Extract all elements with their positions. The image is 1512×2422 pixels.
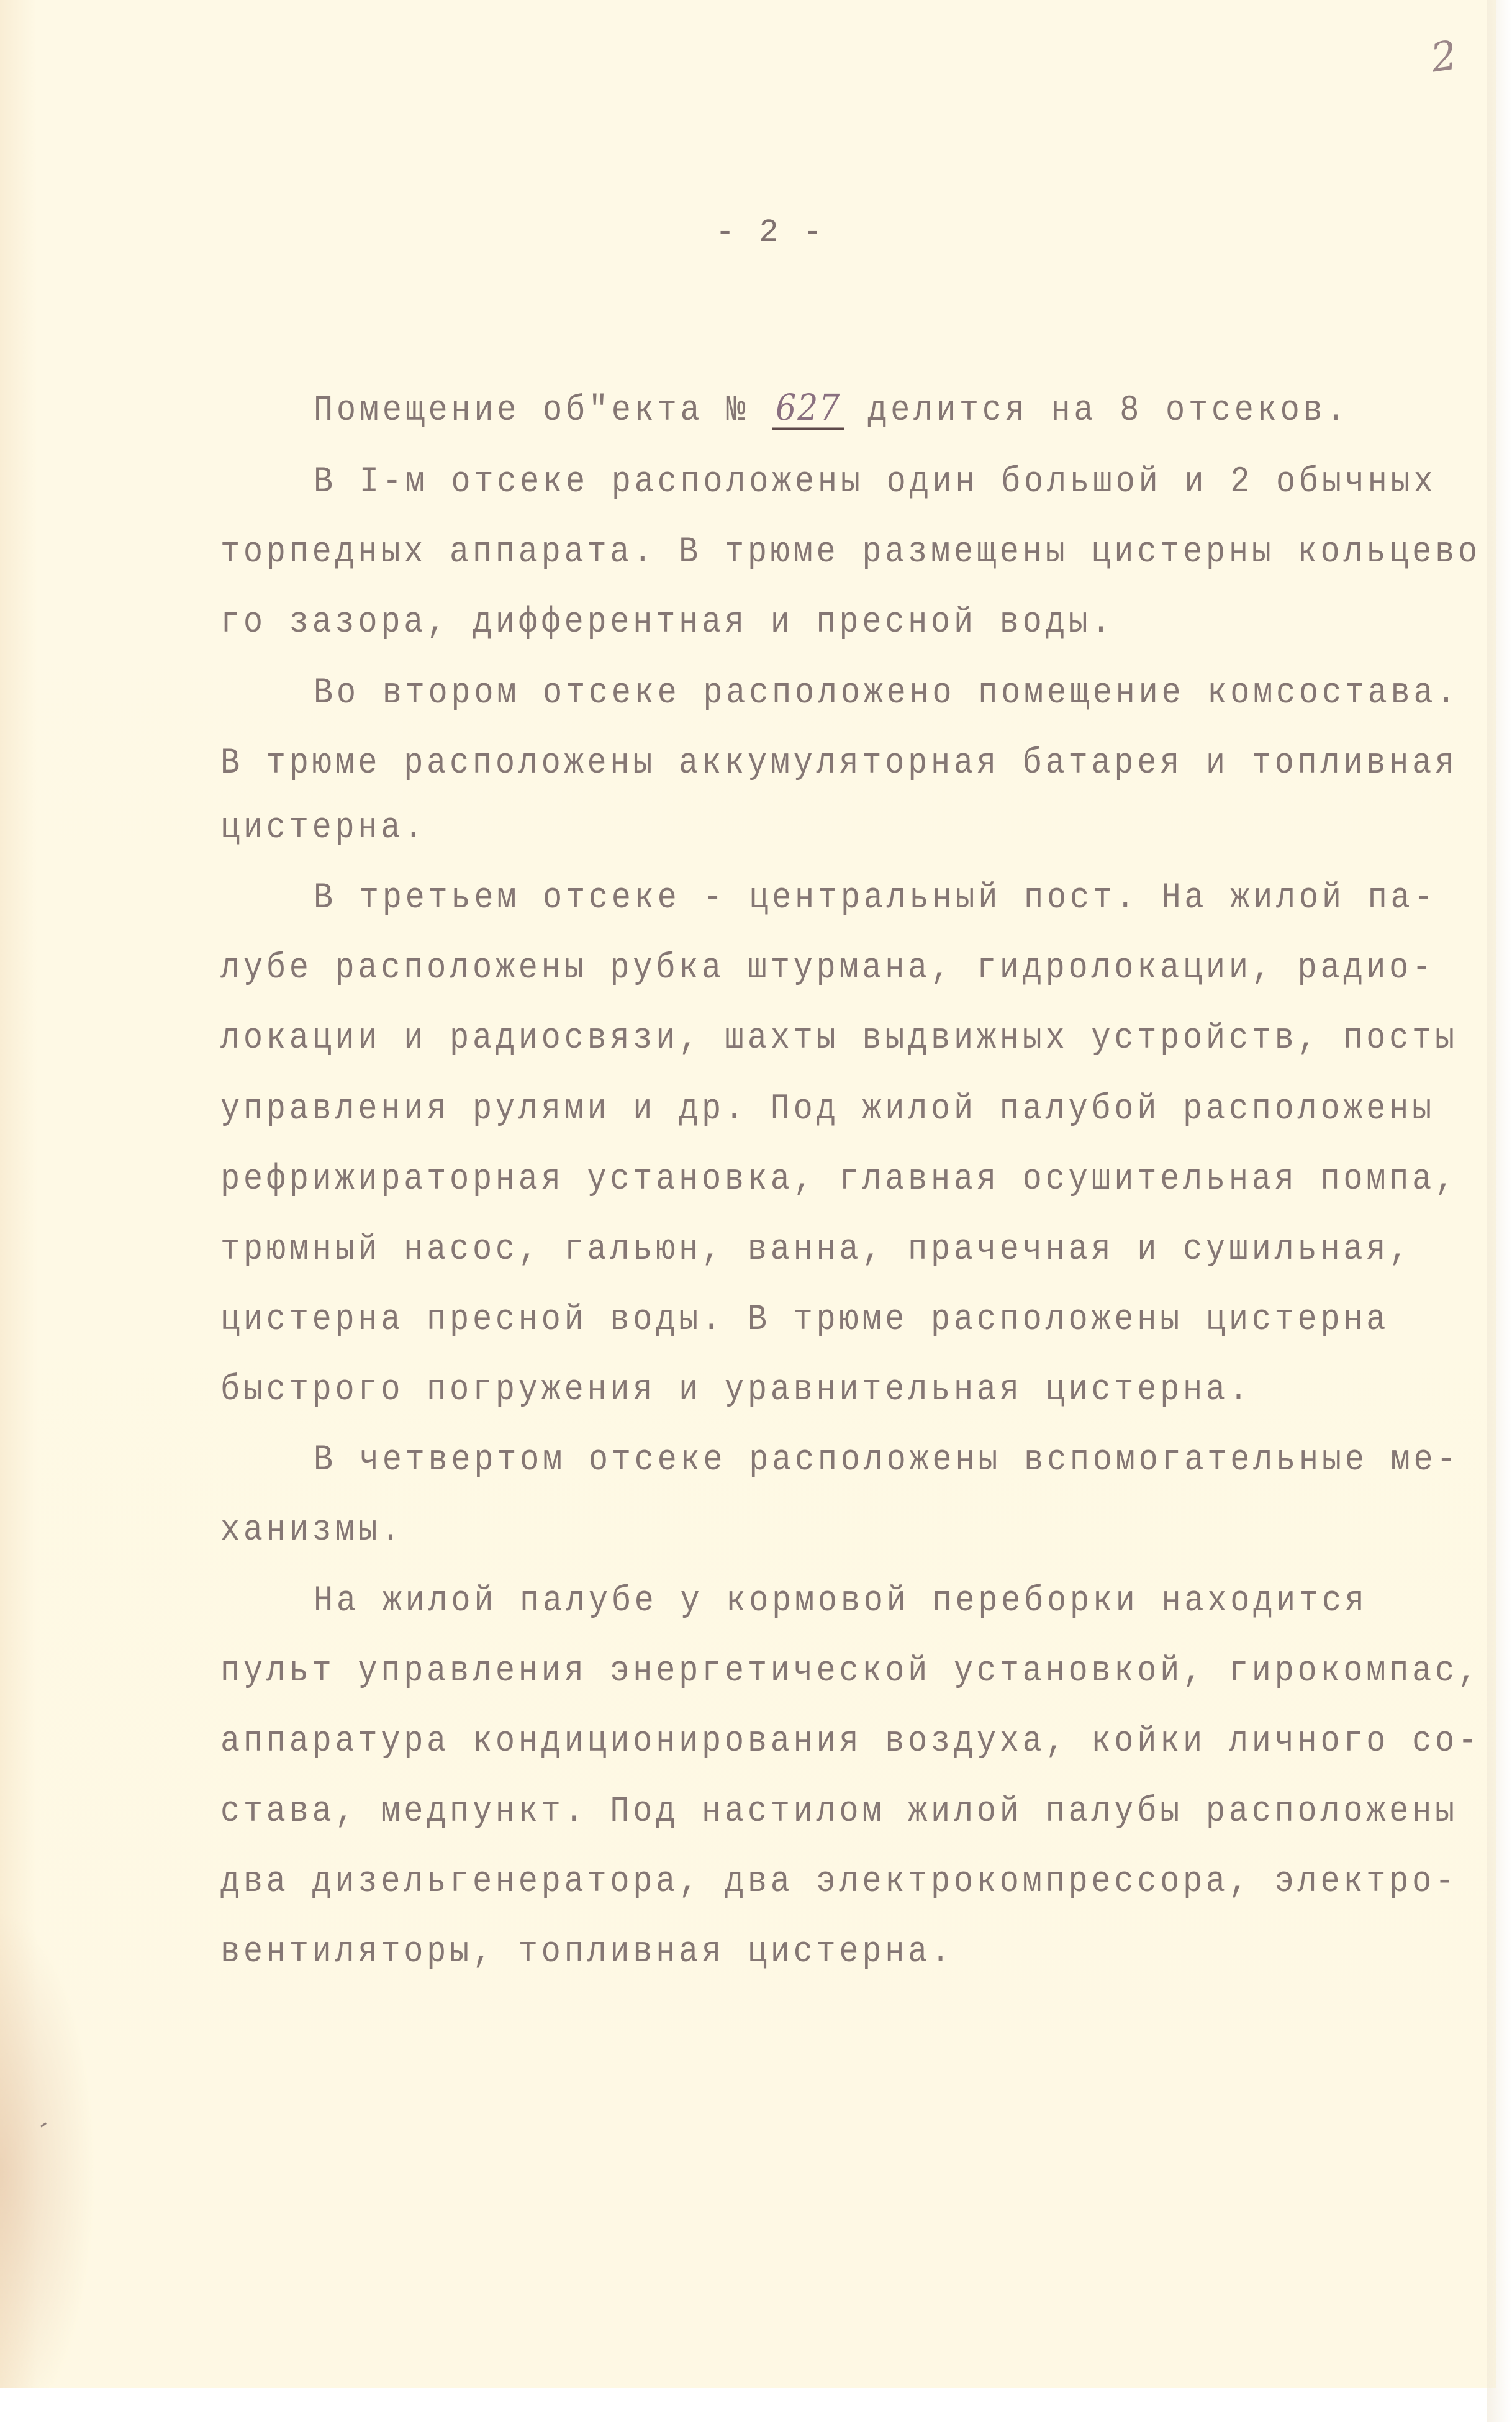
text-line-14: цистерна пресной воды. В трюме расположены цистерна: [220, 1299, 1390, 1341]
handwritten-folio-number: 2: [1428, 32, 1460, 82]
line-text-after: делится на 8 отсеков.: [844, 390, 1349, 432]
text-line-11: управления рулями и др. Под жилой палубой расположены: [220, 1089, 1435, 1130]
text-line-17: ханизмы.: [220, 1510, 404, 1551]
handwritten-object-number: 627: [772, 390, 844, 430]
text-line-22: два дизельгенератора, два электрокомпрессора, электро-: [220, 1861, 1458, 1903]
text-line-20: аппаратура кондиционирования воздуха, койки личного со-: [220, 1721, 1481, 1762]
text-line-9: лубе расположены рубка штурмана, гидролокации, радио-: [220, 948, 1435, 989]
text-line-15: быстрого погружения и уравнительная цистерна.: [220, 1369, 1252, 1411]
text-line-3: торпедных аппарата. В трюме размещены цистерны кольцево: [220, 532, 1481, 573]
text-line-4: го зазора, дифферентная и пресной воды.: [220, 602, 1115, 643]
text-line-7: цистерна.: [220, 807, 427, 849]
text-line-23: вентиляторы, топливная цистерна.: [220, 1931, 954, 1973]
page-edge-shadow: [1487, 0, 1512, 2422]
text-line-19: пульт управления энергетической установкой, гирокомпас,: [220, 1651, 1481, 1692]
text-line-21: става, медпункт. Под настилом жилой палубы расположены: [220, 1791, 1458, 1833]
text-line-2: В I-м отсеке расположены один большой и 2 обычных: [314, 461, 1437, 503]
text-line-1: [314, 387, 1349, 432]
text-line-6: В трюме расположены аккумуляторная батарея и топливная: [220, 743, 1458, 784]
text-line-13: трюмный насос, гальюн, ванна, прачечная и сушильная,: [220, 1229, 1413, 1271]
text-line-16: В четвертом отсеке расположены вспомогательные ме-: [314, 1440, 1460, 1481]
text-line-8: В третьем отсеке - центральный пост. На жилой па-: [314, 878, 1437, 919]
ink-speck: [40, 2122, 47, 2127]
text-line-10: локации и радиосвязи, шахты выдвижных устройств, посты: [220, 1018, 1458, 1059]
text-line-5: Во втором отсеке расположено помещение комсостава.: [314, 673, 1460, 714]
page-number: - 2 -: [715, 214, 825, 251]
line-text-before: Помещение об"екта №: [314, 390, 772, 432]
text-line-18: На жилой палубе у кормовой переборки находится: [314, 1581, 1368, 1622]
text-line-12: рефрижираторная установка, главная осушительная помпа,: [220, 1159, 1458, 1200]
